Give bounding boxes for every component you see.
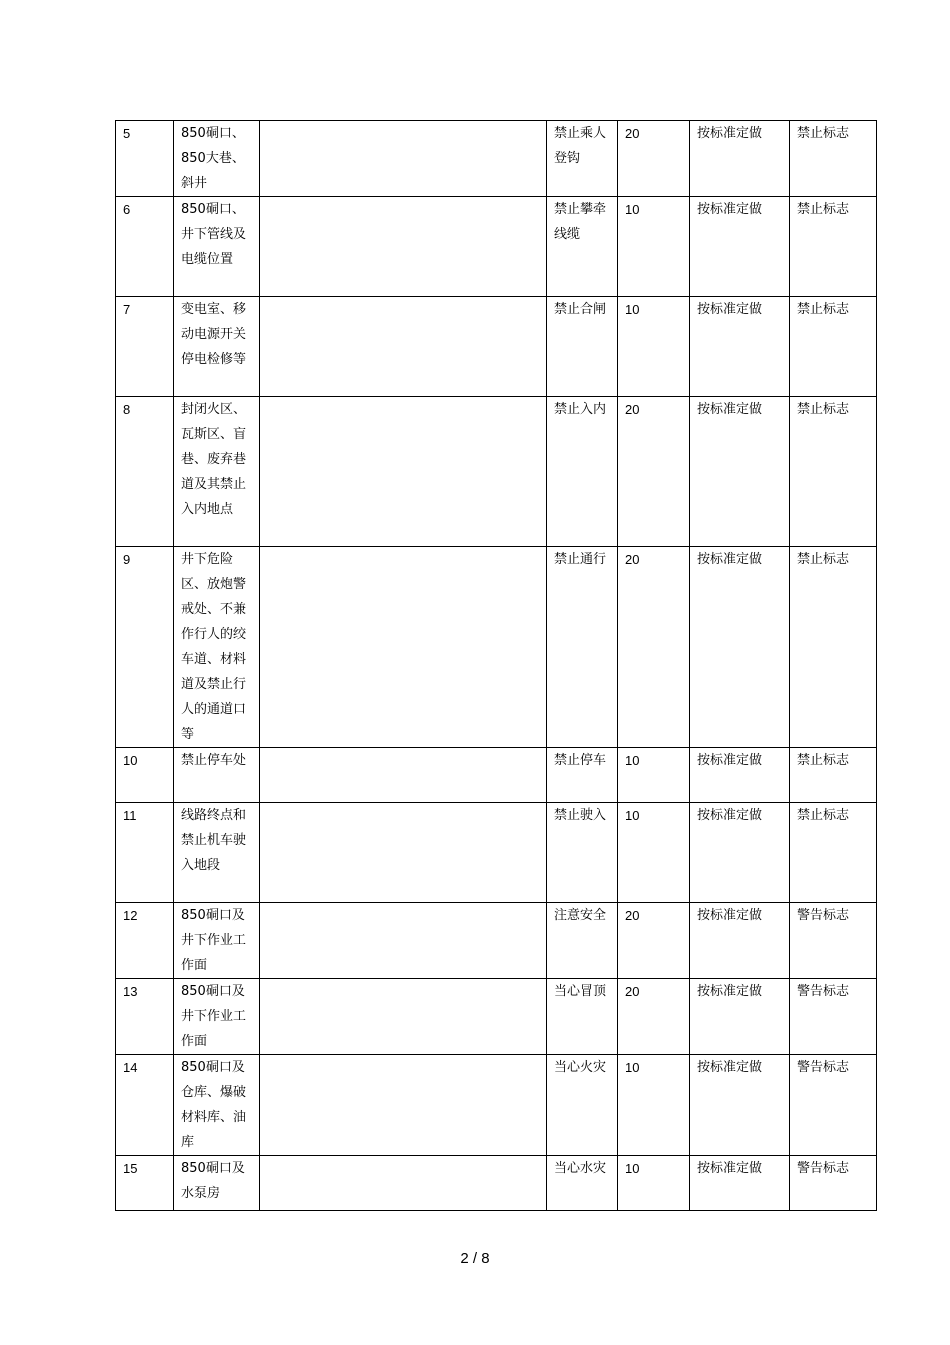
table-row	[116, 803, 877, 903]
sign-type-cell: 警告标志	[790, 979, 877, 1055]
spec-cell: 按标准定做	[690, 979, 790, 1055]
table-row	[116, 748, 877, 803]
sign-type-cell: 禁止标志	[790, 803, 877, 903]
sign-content-cell: 禁止停车	[547, 748, 618, 803]
row-number: 14	[116, 1055, 174, 1156]
row-number: 11	[116, 803, 174, 903]
table-row	[116, 1055, 877, 1156]
table-row	[116, 197, 877, 297]
sign-image-cell	[260, 979, 547, 1055]
sign-image-cell	[260, 803, 547, 903]
row-number: 5	[116, 121, 174, 197]
safety-sign-table	[115, 120, 877, 1211]
sign-image-cell	[260, 748, 547, 803]
sign-image-cell	[260, 197, 547, 297]
row-number: 8	[116, 397, 174, 547]
sign-content-cell: 禁止入内	[547, 397, 618, 547]
row-number: 9	[116, 547, 174, 748]
location-cell: 封闭火区、瓦斯区、盲巷、废弃巷道及其禁止入内地点	[174, 397, 260, 547]
sign-type-cell: 禁止标志	[790, 197, 877, 297]
sign-content-cell: 当心火灾	[547, 1055, 618, 1156]
sign-content-cell: 禁止攀牵线缆	[547, 197, 618, 297]
location-cell: 850硐口及仓库、爆破材料库、油库	[174, 1055, 260, 1156]
row-number: 10	[116, 748, 174, 803]
location-cell: 850硐口及井下作业工作面	[174, 979, 260, 1055]
spec-cell: 按标准定做	[690, 748, 790, 803]
quantity-cell: 10	[618, 803, 690, 903]
sign-image-cell	[260, 1156, 547, 1211]
sign-type-cell: 禁止标志	[790, 121, 877, 197]
location-cell: 井下危险区、放炮警戒处、不兼作行人的绞车道、材料道及禁止行人的通道口等	[174, 547, 260, 748]
page-indicator: 2 / 8	[460, 1250, 490, 1267]
sign-content-cell: 禁止乘人登钩	[547, 121, 618, 197]
sign-type-cell: 警告标志	[790, 1055, 877, 1156]
sign-type-cell: 禁止标志	[790, 397, 877, 547]
location-cell: 850硐口、井下管线及电缆位置	[174, 197, 260, 297]
quantity-cell: 20	[618, 979, 690, 1055]
table-body	[116, 121, 877, 1211]
quantity-cell: 10	[618, 1055, 690, 1156]
location-cell: 850硐口及井下作业工作面	[174, 903, 260, 979]
sign-type-cell: 禁止标志	[790, 297, 877, 397]
table-row	[116, 297, 877, 397]
location-cell: 850硐口、850大巷、斜井	[174, 121, 260, 197]
spec-cell: 按标准定做	[690, 121, 790, 197]
spec-cell: 按标准定做	[690, 397, 790, 547]
quantity-cell: 10	[618, 197, 690, 297]
sign-image-cell	[260, 297, 547, 397]
location-cell: 禁止停车处	[174, 748, 260, 803]
location-cell: 变电室、移动电源开关停电检修等	[174, 297, 260, 397]
table-row	[116, 903, 877, 979]
sign-type-cell: 警告标志	[790, 903, 877, 979]
location-cell: 线路终点和禁止机车驶入地段	[174, 803, 260, 903]
spec-cell: 按标准定做	[690, 197, 790, 297]
table-row	[116, 397, 877, 547]
table-row	[116, 1156, 877, 1211]
sign-content-cell: 当心水灾	[547, 1156, 618, 1211]
row-number: 13	[116, 979, 174, 1055]
quantity-cell: 20	[618, 547, 690, 748]
table-row	[116, 121, 877, 197]
sign-image-cell	[260, 397, 547, 547]
quantity-cell: 10	[618, 748, 690, 803]
spec-cell: 按标准定做	[690, 547, 790, 748]
sign-image-cell	[260, 1055, 547, 1156]
sign-type-cell: 禁止标志	[790, 748, 877, 803]
table-row	[116, 979, 877, 1055]
quantity-cell: 20	[618, 903, 690, 979]
location-cell: 850硐口及水泵房	[174, 1156, 260, 1211]
row-number: 6	[116, 197, 174, 297]
sign-content-cell: 禁止合闸	[547, 297, 618, 397]
sign-content-cell: 当心冒顶	[547, 979, 618, 1055]
sign-image-cell	[260, 547, 547, 748]
spec-cell: 按标准定做	[690, 903, 790, 979]
sign-content-cell: 禁止驶入	[547, 803, 618, 903]
sign-image-cell	[260, 121, 547, 197]
spec-cell: 按标准定做	[690, 1055, 790, 1156]
sign-content-cell: 注意安全	[547, 903, 618, 979]
sign-image-cell	[260, 903, 547, 979]
row-number: 12	[116, 903, 174, 979]
quantity-cell: 10	[618, 297, 690, 397]
sign-type-cell: 警告标志	[790, 1156, 877, 1211]
row-number: 7	[116, 297, 174, 397]
quantity-cell: 20	[618, 121, 690, 197]
spec-cell: 按标准定做	[690, 1156, 790, 1211]
spec-cell: 按标准定做	[690, 297, 790, 397]
sign-type-cell: 禁止标志	[790, 547, 877, 748]
quantity-cell: 20	[618, 397, 690, 547]
sign-content-cell: 禁止通行	[547, 547, 618, 748]
row-number: 15	[116, 1156, 174, 1211]
quantity-cell: 10	[618, 1156, 690, 1211]
spec-cell: 按标准定做	[690, 803, 790, 903]
table-row	[116, 547, 877, 748]
